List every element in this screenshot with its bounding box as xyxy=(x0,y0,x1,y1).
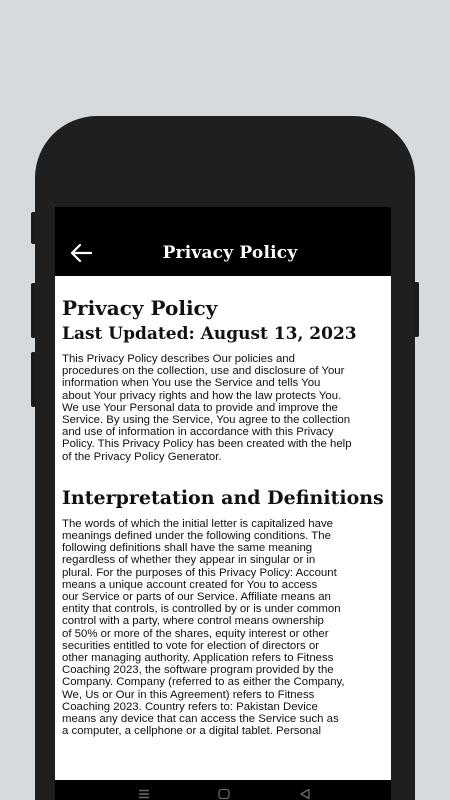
app-bar xyxy=(55,207,391,276)
home-icon xyxy=(217,788,231,800)
back-button[interactable] xyxy=(69,242,93,264)
policy-content[interactable] xyxy=(62,295,391,780)
definitions-paragraph: The words of which the initial letter is capitalized have meanings defined under the following conditions. The following definitions shall have the same meaning regardless of whether they appear in singular or in plural. For the purposes of this Privacy Policy: Account means a unique account created for You to access our Service or parts of our Service. Affiliate means an entity that controls, is controlled by or is under common control with a party, where control means ownership of 50% or more of the shares, equity interest or other securities entitled to vote for election of directors or other managing authority. Application refers to Fitness Coaching 2023, the software program provided by the Company. Company (referred to as either the Company, We, Us or Our in this Agreement) refers to Fitness Coaching 2023. Country refers to: Pakistan Device means any device that can access the Service such as a computer, a cellphone or a digital tablet. Personal xyxy=(62,517,345,738)
system-back-button[interactable] xyxy=(298,787,312,799)
home-button[interactable] xyxy=(217,787,231,799)
recents-icon xyxy=(137,788,151,800)
recents-button[interactable] xyxy=(137,787,151,799)
section-heading-interpretation: Interpretation and Definitions xyxy=(62,486,384,509)
intro-paragraph: This Privacy Policy describes Our policies and procedures on the collection, use and disclosure of Your information when You use the Service and tells You about Your privacy rights and how the law protects You. We use Your Personal data to provide and improve the Service. By using the Service, You agree to the collection and use of information in accordance with this Privacy Policy. This Privacy Policy has been created with the help of the Privacy Policy Generator. xyxy=(62,353,352,463)
arrow-left-icon xyxy=(69,242,93,264)
back-triangle-icon xyxy=(298,788,312,800)
last-updated-heading: Last Updated: August 13, 2023 xyxy=(62,324,357,344)
document-title: Privacy Policy xyxy=(62,296,218,320)
system-navigation-bar xyxy=(55,780,391,800)
app-bar-title: Privacy Policy xyxy=(162,243,298,263)
phone-screen xyxy=(55,207,391,800)
